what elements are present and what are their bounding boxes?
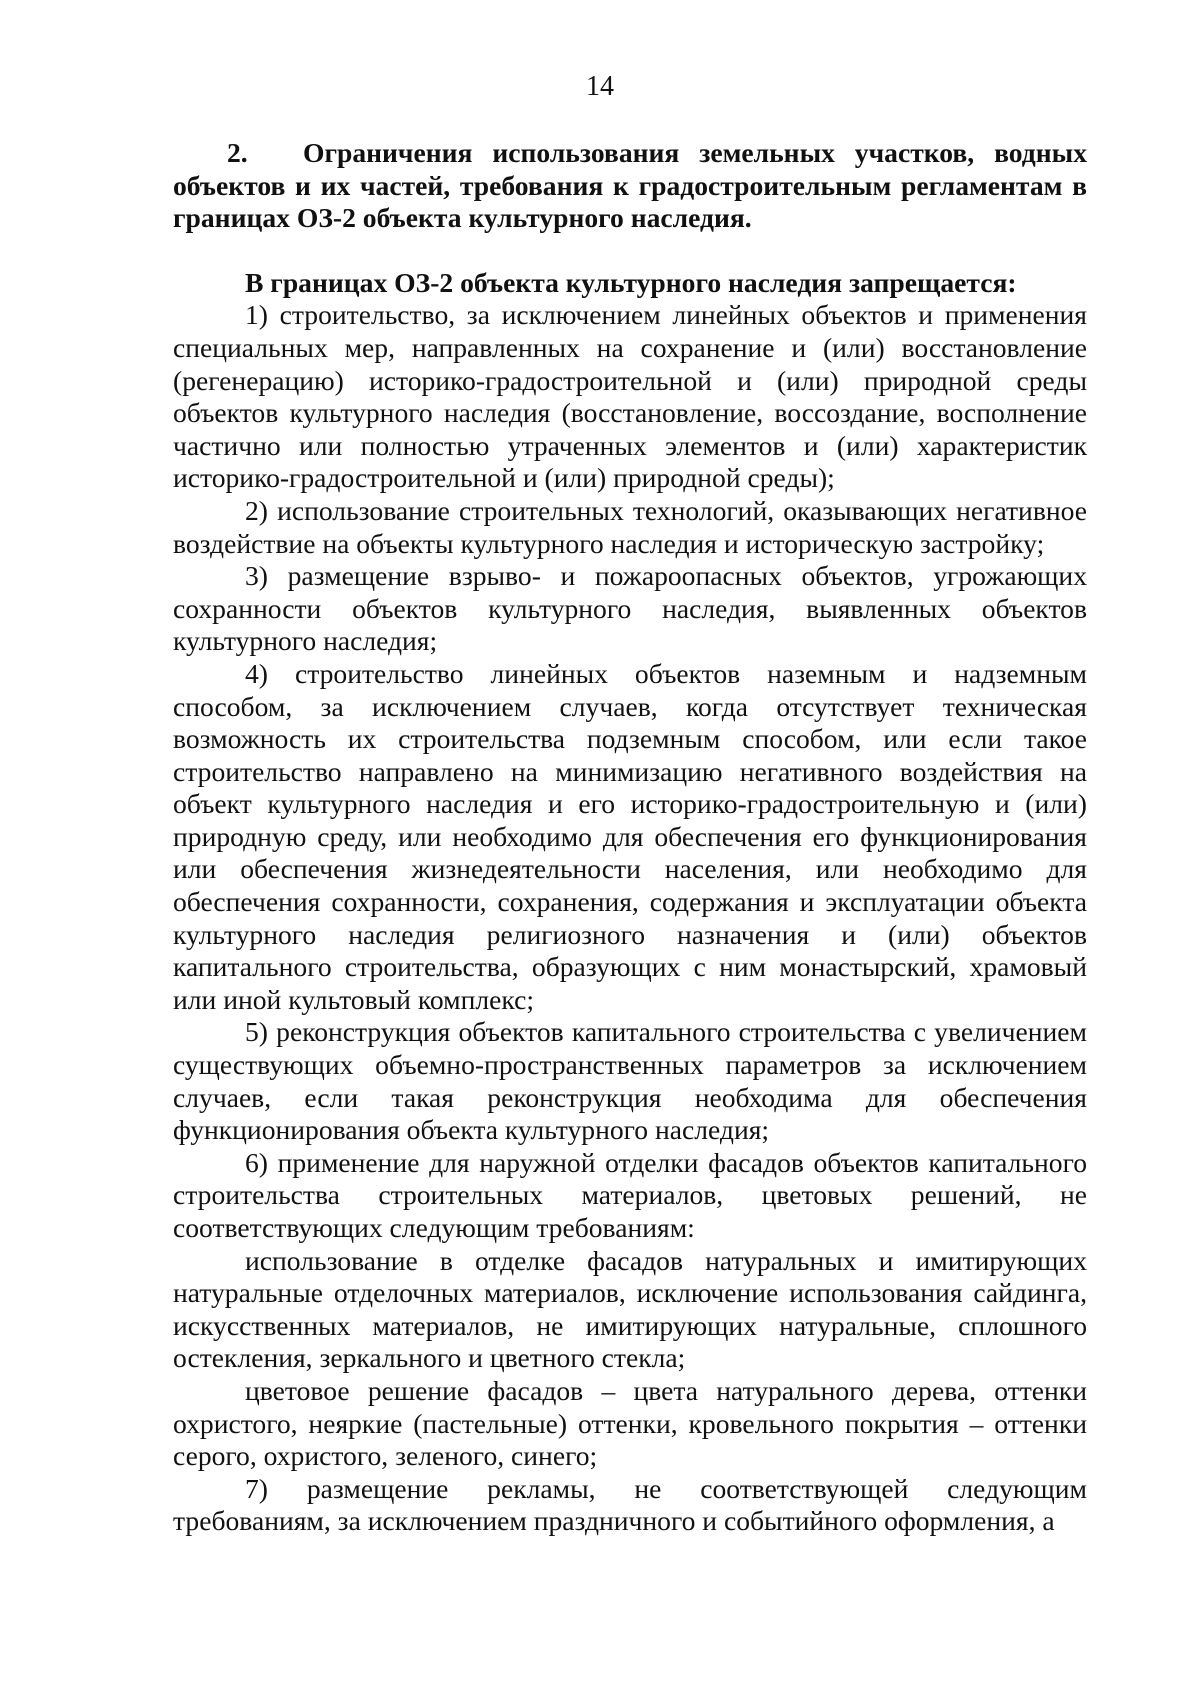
paragraph-requirement-colors: цветовое решение фасадов – цвета натурального дерева, оттенки охристого, неяркие (пастельные) оттенки, кровельного покрытия – оттенки серого, охристого, зеленого, синего; xyxy=(173,1374,1087,1472)
paragraph-requirement-materials: использование в отделке фасадов натуральных и имитирующих натуральные отделочных материалов, исключение использования сайдинга, искусственных материалов, не имитирующих натуральные, сплошного остекления, зеркального и цветного стекла; xyxy=(173,1244,1087,1374)
paragraph-item-2: 2) использование строительных технологий, оказывающих негативное воздействие на объекты культурного наследия и историческую застройку; xyxy=(173,494,1087,559)
document-body xyxy=(173,137,1087,1538)
page-number: 14 xyxy=(586,71,614,102)
paragraph-item-7: 7) размещение рекламы, не соответствующей следующим требованиям, за исключением праздничного и событийного оформления, а xyxy=(173,1472,1087,1537)
section-heading xyxy=(173,137,1087,235)
paragraph-item-1: 1) строительство, за исключением линейных объектов и применения специальных мер, направленных на сохранение и (или) восстановление (регенерацию) историко-градостроительной и (или) природной среды объектов культурного наследия (восстановление, воссоздание, восполнение частично или полностью утраченных элементов и (или) характеристик историко-градостроительной и (или) природной среды); xyxy=(173,299,1087,494)
paragraph-item-3: 3) размещение взрыво- и пожароопасных объектов, угрожающих сохранности объектов культурного наследия, выявленных объектов культурного наследия; xyxy=(173,560,1087,657)
paragraph-item-6: 6) применение для наружной отделки фасадов объектов капитального строительства строительных материалов, цветовых решений, не соответствующих следующим требованиям: xyxy=(173,1146,1087,1243)
prohibitions-subheading: В границах ОЗ-2 объекта культурного наследия запрещается: xyxy=(245,266,1017,298)
section-title: Ограничения использования земельных участков, водных объектов и их частей, требования к градостроительным регламентам в границах ОЗ-2 объекта культурного наследия. xyxy=(173,137,1087,234)
paragraph-item-4: 4) строительство линейных объектов наземным и надземным способом, за исключением случаев, когда отсутствует техническая возможность их строительства подземным способом, или если такое строительство направлено на минимизацию негативного воздействия на объект культурного наследия и его историко-градостроительную и (или) природную среду, или необходимо для обеспечения его функционирования или обеспечения жизнедеятельности населения, или необходимо для обеспечения сохранности, сохранения, содержания и эксплуатации объекта культурного наследия религиозного назначения и (или) объектов капитального строительства, образующих с ним монастырский, храмовый или иной культовый комплекс; xyxy=(173,657,1087,1015)
section-number: 2. xyxy=(227,137,248,168)
paragraph-item-5: 5) реконструкция объектов капитального строительства с увеличением существующих объемно-пространственных параметров за исключением случаев, если такая реконструкция необходима для обеспечения функционирования объекта культурного наследия; xyxy=(173,1016,1087,1146)
